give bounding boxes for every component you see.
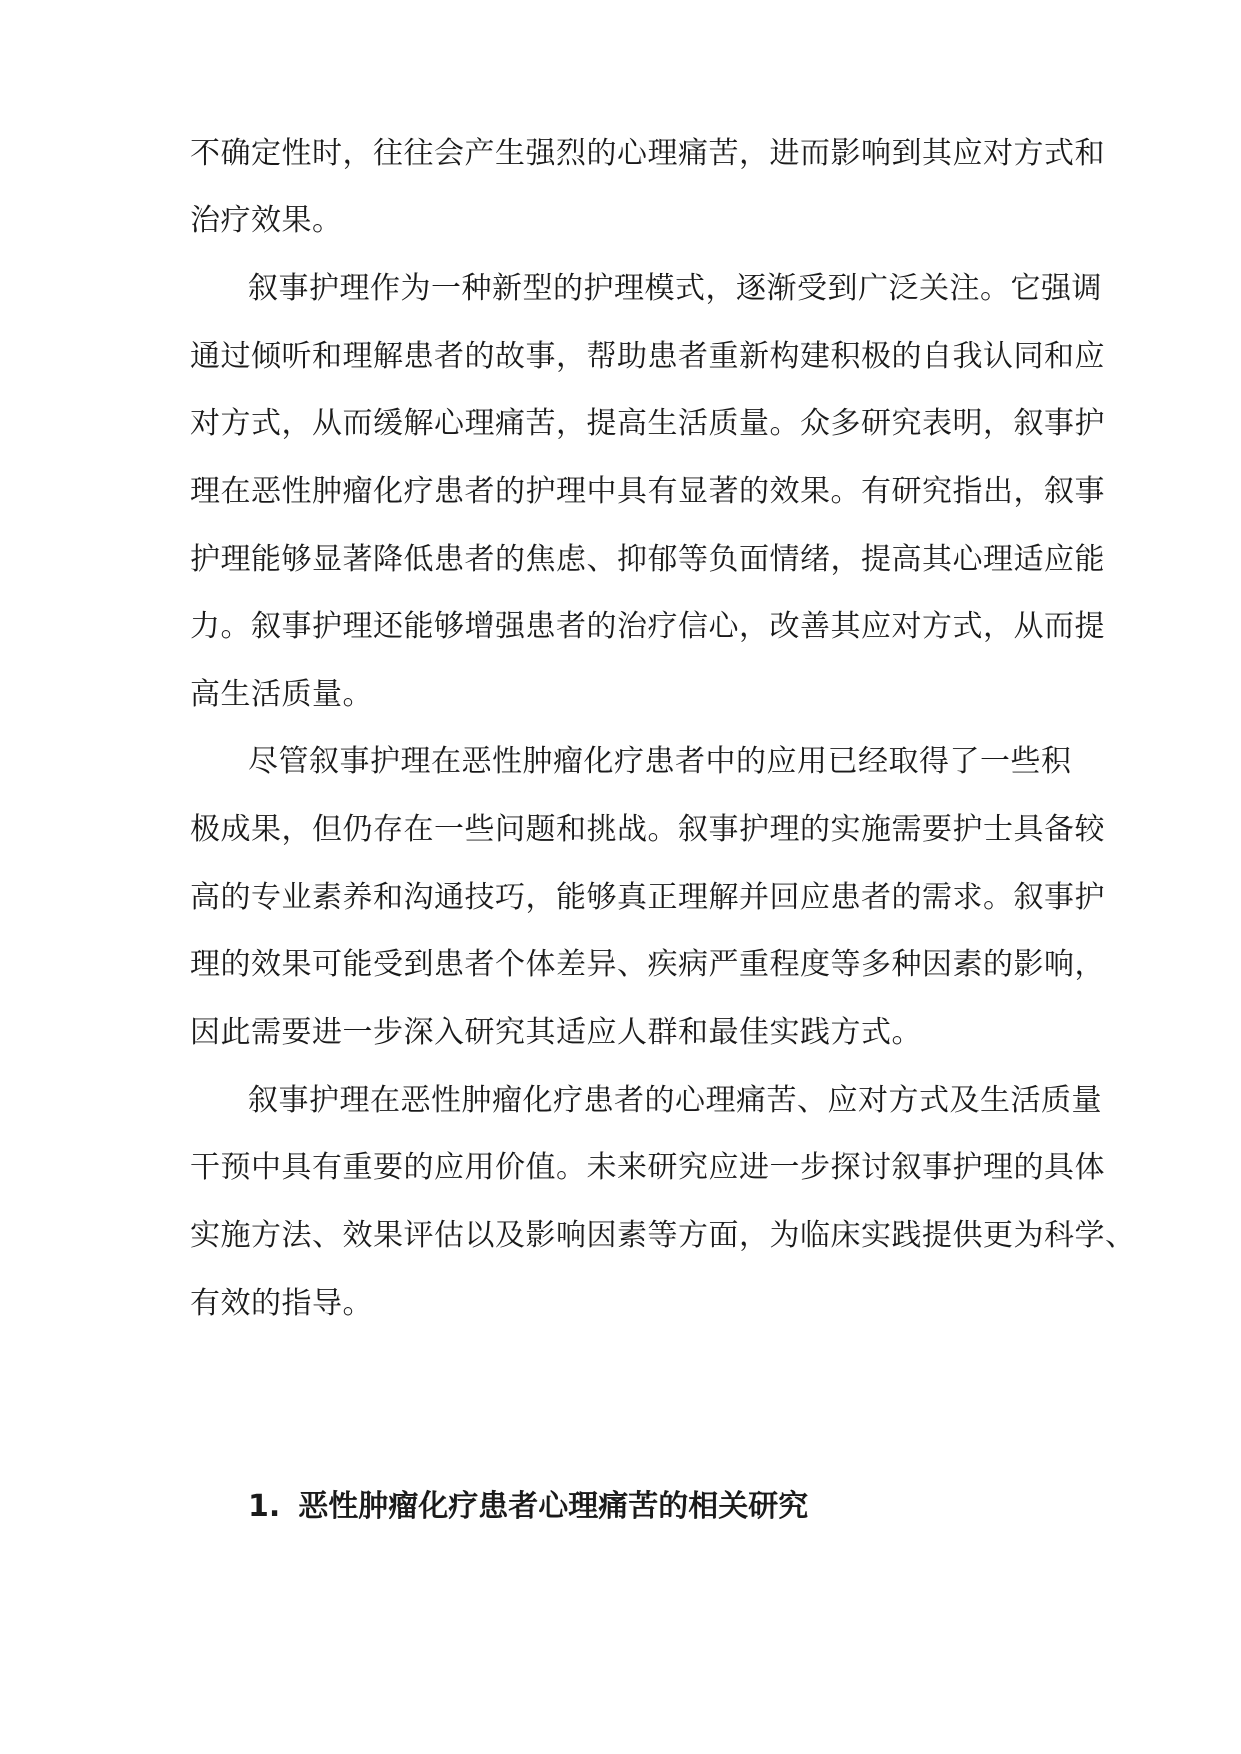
paragraph-2-line-6: 力。叙事护理还能够增强患者的治疗信心，改善其应对方式，从而提 [190, 609, 1105, 644]
section-heading-text: 恶性肿瘤化疗患者心理痛苦的相关研究 [298, 1489, 809, 1524]
paragraph-4-line-2: 干预中具有重要的应用价值。未来研究应进一步探讨叙事护理的具体 [190, 1150, 1105, 1185]
paragraph-3-line-5: 因此需要进一步深入研究其适应人群和最佳实践方式。 [190, 1015, 922, 1050]
section-heading-number: 1. [248, 1489, 281, 1524]
paragraph-3-line-1: 尽管叙事护理在恶性肿瘤化疗患者中的应用已经取得了一些积 [248, 744, 1072, 779]
paragraph-4-line-4: 有效的指导。 [190, 1286, 373, 1321]
paragraph-2-line-4: 理在恶性肿瘤化疗患者的护理中具有显著的效果。有研究指出，叙事 [190, 474, 1105, 509]
section-heading [248, 1487, 808, 1527]
paragraph-2-line-2: 通过倾听和理解患者的故事，帮助患者重新构建积极的自我认同和应 [190, 339, 1105, 374]
paragraph-2-line-1: 叙事护理作为一种新型的护理模式，逐渐受到广泛关注。它强调 [248, 271, 1102, 306]
paragraph-3-line-2: 极成果，但仍存在一些问题和挑战。叙事护理的实施需要护士具备较 [190, 812, 1105, 847]
paragraph-2-line-3: 对方式，从而缓解心理痛苦，提高生活质量。众多研究表明，叙事护 [190, 406, 1105, 441]
paragraph-1-line-1: 不确定性时，往往会产生强烈的心理痛苦，进而影响到其应对方式和 [190, 136, 1105, 171]
paragraph-2-line-5: 护理能够显著降低患者的焦虑、抑郁等负面情绪，提高其心理适应能 [190, 542, 1105, 577]
paragraph-3-line-4: 理的效果可能受到患者个体差异、疾病严重程度等多种因素的影响， [190, 947, 1105, 982]
paragraph-3-line-3: 高的专业素养和沟通技巧，能够真正理解并回应患者的需求。叙事护 [190, 880, 1105, 915]
paragraph-1-line-2: 治疗效果。 [190, 203, 343, 238]
paragraph-4-line-1: 叙事护理在恶性肿瘤化疗患者的心理痛苦、应对方式及生活质量 [248, 1083, 1102, 1118]
paragraph-4-line-3: 实施方法、效果评估以及影响因素等方面，为临床实践提供更为科学、 [190, 1218, 1136, 1253]
paragraph-2-line-7: 高生活质量。 [190, 677, 373, 712]
